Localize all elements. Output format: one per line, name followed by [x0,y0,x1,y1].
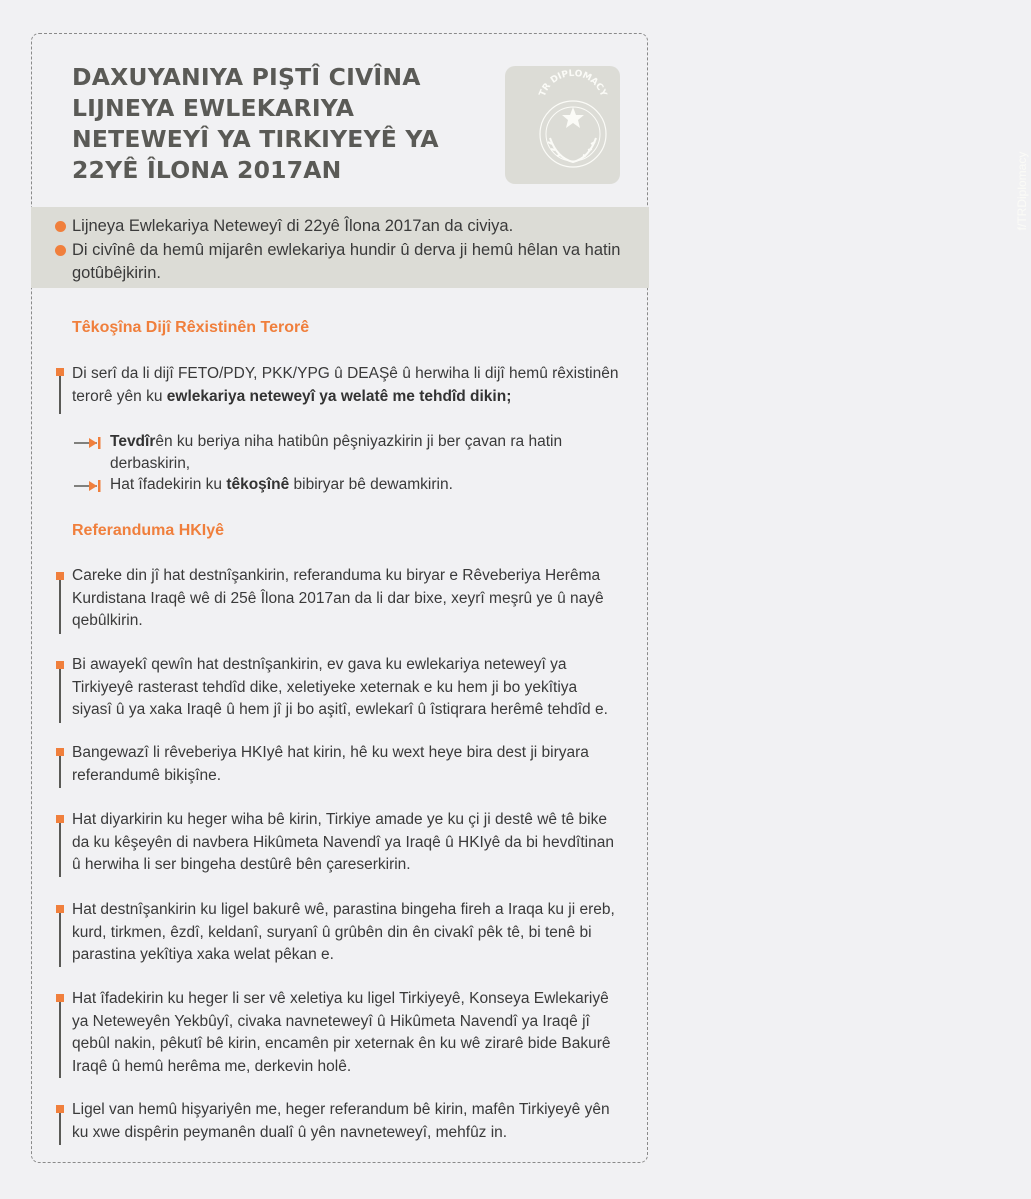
section-heading-referendum: Referanduma HKIyê [72,522,225,539]
measure-text: Hat îfadekirin ku [110,476,227,493]
terror-intro [72,363,620,408]
summary-item: Lijneya Ewlekariya Neteweyî di 22yê Îlona 2017an da civiya. [72,217,514,235]
measure-text: bibiryar bê dewamkirin. [289,476,453,493]
summary-panel [31,207,649,288]
arrow-right-icon [73,479,103,493]
tr-diplomacy-logo [505,66,1029,231]
referendum-item: Bi awayekî qewîn hat destnîşankirin, ev gava ku ewlekariya neteweyî ya Tirkiyeyê rasterast tehdîd dike, xeletiyeke xeternak e ku hem ji bo yekîtiya siyasî û ya xaka Iraqê û hem jî ji bo aşitî, ewlekarî û îstiqrara herêmê tehdîd e. [72,656,608,718]
measure-bold: têkoşînê [226,476,290,493]
bullet-dot-icon [55,245,66,256]
referendum-item: Bangewazî li rêveberiya HKIyê hat kirin, hê ku wext heye bira dest ji biryara referandumê bikişîne. [72,744,589,784]
measure-bold: Tevdîr [110,433,156,450]
referendum-item: Hat diyarkirin ku heger wiha bê kirin, Tirkiye amade ye ku çi ji destê wê tê bike da ku kêşeyên di navbera Hikûmeta Navendî ya Iraqê û HKIyê da bi hevdîtinan û herwiha li ser bingeha destûrê bên çareserkirin. [72,811,614,873]
summary-item: Di civînê da hemû mijarên ewlekariya hundir û derva ji hemû hêlan va hatin gotûbêjkirin. [72,241,621,282]
logo-arc-text: TR DIPLOMACY [537,68,609,99]
terror-intro-text: Di serî da li dijî FETO/PDY, PKK/YPG û DEAŞê û herwiha li dijî hemû rêxistinên terorê yên ku [72,365,619,405]
referendum-item: Careke din jî hat destnîşankirin, referanduma ku biryar e Rêveberiya Herêma Kurdistana Iraqê wê di 25ê Îlona 2017an da li dar bixe, xeyrî meşrû ye û nayê qebûlkirin. [72,567,604,629]
emblem-icon [505,66,620,184]
section-heading-terror: Têkoşîna Dijî Rêxistinên Terorê [72,319,310,336]
referendum-item: Ligel van hemû hişyariyên me, heger referandum bê kirin, mafên Tirkiyeyê yên ku xwe dispêrin peymanên dualî û yên navneteweyî, mehfûz in. [72,1101,610,1141]
page-title: DAXUYANIYA PIŞTÎ CIVÎNA LIJNEYA EWLEKARIYA NETEWEYÎ YA TIRKIYEYÊ YA 22YÊ ÎLONA 2017AN [72,63,439,184]
terror-measure-2 [110,474,630,496]
referendum-item: Hat destnîşankirin ku ligel bakurê wê, parastina bingeha fireh a Iraqa ku ji ereb, kurd, tirkmen, êzdî, keldanî, suryanî û grûbên din ên civakî pêk tê, bi tenê bi parastina yekîtiya xaka welat pêkan e. [72,901,615,963]
arrow-right-icon [73,436,103,450]
referendum-item: Hat îfadekirin ku heger li ser vê xeletiya ku ligel Tirkiyeyê, Konseya Ewlekariyê ya Neteweyên Yekbûyî, civaka navneteweyî û Hikûmeta Navendî ya Iraqê jî qebûl nakin, pêkutî bê kirin, encamên pir xeternak ên ku wê zirarê bide Bakurê Iraqê û hemû herêma me, derkevin holê. [72,990,611,1075]
terror-intro-bold: ewlekariya neteweyî ya welatê me tehdîd dikin; [166,387,512,405]
twitter-handle[interactable] [1013,136,1031,248]
bullet-dot-icon [55,221,66,232]
twitter-handle-text: f/TRDiplomacy [1015,151,1029,231]
measure-text: ên ku beriya niha hatibûn pêşniyazkirin ji ber çavan ra hatin derbaskirin, [110,433,563,472]
terror-measure-1 [110,431,630,475]
